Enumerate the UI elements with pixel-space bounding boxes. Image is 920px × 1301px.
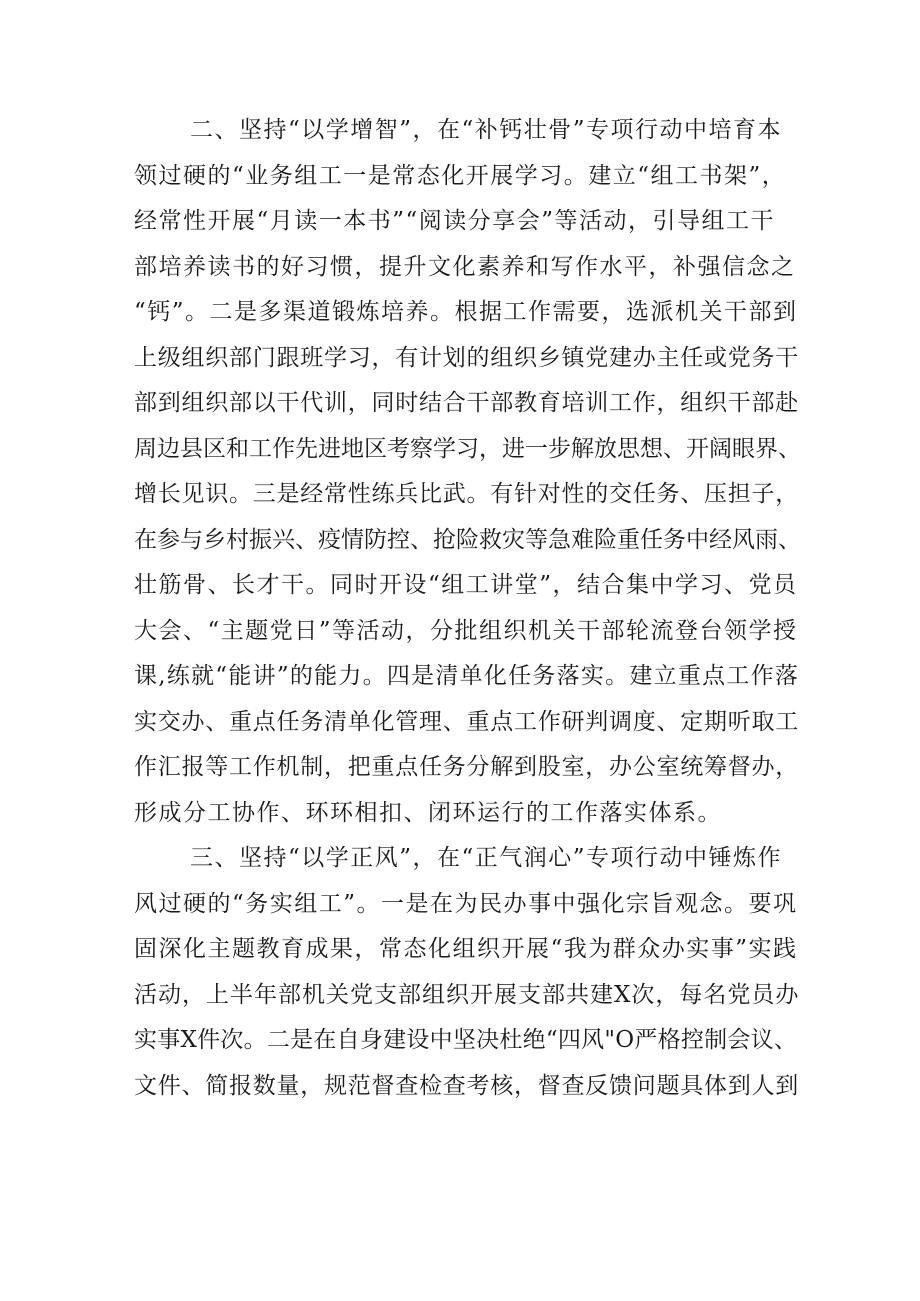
text-line: 领过硬的“业务组工一是常态化开展学习。建立“组工书架”，: [134, 162, 787, 189]
text-line: 风过硬的“务实组工”。一是在为民办事中强化宗旨观念。要巩: [134, 890, 798, 917]
text-line: 部培养读书的好习惯，提升文化素养和写作水平，补强信念之: [134, 253, 796, 280]
text-line: 实事X件次。二是在自身建设中坚决杜绝“四风"O严格控制会议、: [134, 1027, 798, 1053]
text-line: 固深化主题教育成果，常态化组织开展“我为群众办实事”实践: [134, 936, 798, 962]
paragraph-2: [134, 108, 802, 836]
text-line: 作汇报等工作机制，把重点任务分解到股室，办公室统筹督办，: [134, 754, 799, 780]
text-line: 增长见识。三是经常性练兵比武。有针对性的交任务、压担子，: [134, 481, 799, 507]
text-line: 壮筋骨、长才干。同时开设“组工讲堂”，结合集中学习、党员: [134, 572, 798, 598]
text-line: 文件、简报数量，规范督查检查考核，督查反馈问题具体到人到: [134, 1072, 799, 1099]
text-line: 二、坚持“以学增智”，在“补钙壮骨”专项行动中培育本: [190, 117, 783, 143]
text-line: 活动，上半年部机关党支部组织开展支部共建X次，每名党员办: [134, 981, 800, 1008]
paragraph-3: [134, 836, 802, 1109]
text-line: 实交办、重点任务清单化管理、重点工作研判调度、定期听取工: [134, 708, 799, 735]
text-line: 在参与乡村振兴、疫情防控、抢险救灾等急难险重任务中经风雨、: [134, 526, 801, 553]
text-line: “钙”。二是多渠道锻炼培养。根据工作需要，选派机关干部到: [134, 299, 798, 325]
text-line: 大会、“主题党日”等活动，分批组织机关干部轮流登台领学授: [134, 617, 798, 644]
text-line: 课,练就“能讲”的能力。四是清单化任务落实。建立重点工作落: [134, 663, 800, 689]
text-line: 部到组织部以干代训，同时结合干部教育培训工作，组织干部赴: [134, 390, 799, 416]
text-line: 周边县区和工作先进地区考察学习，进一步解放思想、开阔眼界、: [134, 435, 801, 462]
document-body: [134, 108, 802, 1109]
text-line: 形成分工协作、环环相扣、闭环运行的工作落实体系。: [134, 799, 722, 826]
text-line: 上级组织部门跟班学习，有计划的组织乡镇党建办主任或党务干: [134, 344, 799, 371]
text-line: 经常性开展“月读一本书”“阅读分享会”等活动，引导组工干: [134, 208, 776, 234]
text-line: 三、坚持“以学正风”，在“正气润心”专项行动中锤炼作: [190, 845, 783, 871]
